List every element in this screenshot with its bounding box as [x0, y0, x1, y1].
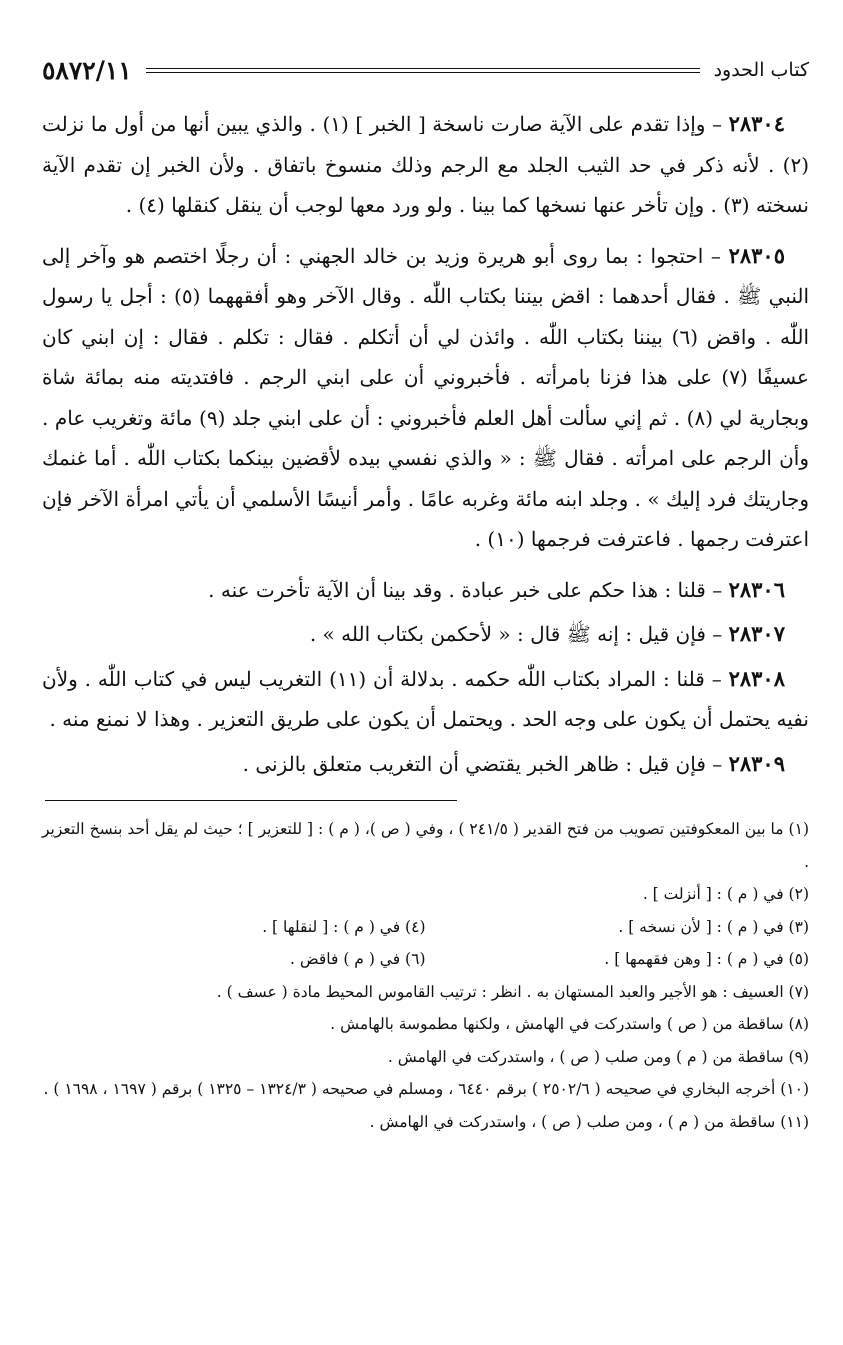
footnote-row [42, 943, 809, 976]
footnote-9: (٩) ساقطة من ( م ) ومن صلب ( ص ) ، واستدركت في الهامش . [387, 1047, 809, 1066]
paragraph-text: – قلنا : هذا حكم على خبر عبادة . وقد بينا أن الآية تأخرت عنه . [208, 577, 729, 602]
footnotes [42, 813, 809, 1138]
footnote-separator [45, 800, 457, 801]
paragraph-28309 [42, 744, 809, 785]
paragraph-text: – احتجوا : بما روى أبو هريرة وزيد بن خالد الجهني : أن رجلًا اختصم هو وآخر إلى النبي ﷺ . فقال أحدهما : اقض بيننا بكتاب اللّٰه . وقال الآخر وهو أفقههما (٥) : أجل يا رسول اللّٰه . واقض (٦) بيننا بكتاب اللّٰه . وائذن لي أن أتكلم . فقال : تكلم . فقال : إن ابني كان عسيفًا (٧) على هذا فزنا بامرأته . فأخبروني أن على ابني الرجم . فافتديته منه بمائة شاة وبجارية لي (٨) . ثم إني سألت أهل العلم فأخبروني : أن على ابني جلد (٩) مائة وتغريب عام . وأن الرجم على امرأته . فقال ﷺ : « والذي نفسي بيده لأقضين بينكما بكتاب اللّٰه . أما غنمك وجاريتك فرد إليك » . وجلد ابنه مائة وغربه عامًا . وأمر أنيسًا الأسلمي أن يأتي امرأة الآخر فإن اعترفت رجمها . فاعترفت فرجمها (١٠) . [42, 243, 810, 551]
footnote-7: (٧) العسيف : هو الأجير والعبد المستهان به . انظر : ترتيب القاموس المحيط مادة ( عسف ) . [216, 982, 809, 1001]
paragraph-text: – فإن قيل : ظاهر الخبر يقتضي أن التغريب متعلق بالزنى . [242, 751, 729, 776]
footnote-row [42, 911, 809, 944]
footnote-2: (٢) في ( م ) : [ أنزلت ] . [642, 885, 809, 903]
paragraph-28308 [42, 659, 809, 740]
paragraph-28307 [42, 614, 809, 655]
footnote-3: (٣) في ( م ) : [ لأن نسخه ] . [618, 917, 809, 936]
paragraph-text: – قلنا : المراد بكتاب اللّٰه حكمه . بدلالة أن (١١) التغريب ليس في كتاب اللّٰه . ولأن نفيه يحتمل أن يكون على وجه الحد . ويحتمل أن يكون على طريق التعزير . وهذا لا نمنع منه . [42, 666, 809, 731]
footnote-row [42, 878, 809, 911]
paragraph-number: ٢٨٣٠٩ [728, 750, 785, 776]
paragraph-28306 [42, 570, 809, 611]
paragraph-28304 [42, 104, 809, 226]
footnote-5: (٥) في ( م ) : [ وهن فقهمها ] . [604, 950, 809, 968]
paragraph-number: ٢٨٣٠٧ [728, 621, 785, 646]
paragraph-number: ٢٨٣٠٤ [728, 111, 785, 136]
paragraph-number: ٢٨٣٠٥ [728, 242, 785, 268]
footnote-1: (١) ما بين المعكوفتين تصويب من فتح القدير ( ٢٤١/٥ ) ، وفي ( ص )، ( م ) : [ للتعزير ] ؛ حيث لم يقل أحد بنسخ التعزير . [42, 820, 809, 871]
paragraph-text: – وإذا تقدم على الآية صارت ناسخة [ الخبر ] (١) . والذي يبين أنها من أول ما نزلت (٢) . لأنه ذكر في حد الثيب الجلد مع الرجم وذلك منسوخ باتفاق . ولأن الخبر إن تقدم الآية نسخته (٣) . وإن تأخر عنها نسخها كما بينا . ولو ورد معها لوجب أن ينقل كنقلها (٤) . [42, 112, 809, 217]
footnote-4: (٤) في ( م ) : [ لنقلها ] . [262, 917, 426, 936]
header-rule [146, 68, 700, 73]
paragraph-number: ٢٨٣٠٦ [728, 576, 785, 602]
footnote-10: (١٠) أخرجه البخاري في صحيحه ( ٢٥٠٢/٦ ) برقم ٦٤٤٠ ، ومسلم في صحيحه ( ١٣٢٤/٣ – ١٣٢٥ ) برقم ( ١٦٩٧ ، ١٦٩٨ ) . [43, 1080, 809, 1098]
book-page [42, 50, 809, 1310]
main-text [42, 104, 809, 784]
paragraph-number: ٢٨٣٠٨ [728, 665, 785, 691]
page-number: ٥٨٧٢/١١ [42, 55, 132, 85]
running-header [42, 50, 809, 90]
footnote-8: (٨) ساقطة من ( ص ) واستدركت في الهامش ، ولكنها مطموسة بالهامش . [330, 1015, 809, 1033]
book-title: كتاب الحدود [713, 59, 809, 81]
paragraph-text: – فإن قيل : إنه ﷺ قال : « لأحكمن بكتاب الله » . [309, 622, 729, 646]
footnote-6: (٦) في ( م ) فاقض . [290, 950, 426, 968]
paragraph-28305 [42, 236, 809, 560]
footnote-11: (١١) ساقطة من ( م ) ، ومن صلب ( ص ) ، واستدركت في الهامش . [369, 1112, 809, 1131]
